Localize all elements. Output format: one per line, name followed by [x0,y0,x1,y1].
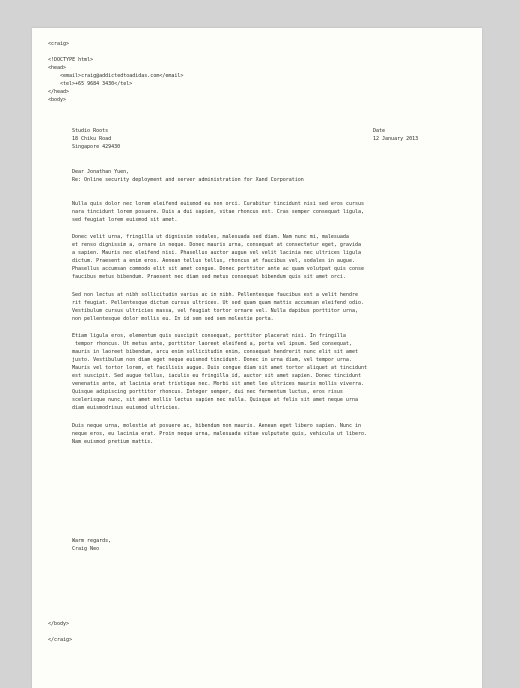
code-head-close: </head> [48,89,70,95]
signature-name: Craig Neo [72,546,100,552]
code-tel: <tel>+65 9684 3430</tel> [60,81,133,87]
paragraph-5: Duis neque urna, molestie at posuere ac, bibendum non mauris. Aenean eget libero sapien. Nunc in neque eros, eu lacinia erat. Proin neque urna, malesuada vitae vulputate quis, vehicula ut libero. Nam euismod pretium mattis. [72,423,368,445]
date-label: Date [373,128,386,134]
salutation: Dear Jonathan Yuen, [72,169,130,175]
sender-city: Singapore 429430 [72,144,121,150]
code-craig-open: <craig> [48,41,70,47]
code-body-open: <body> [48,97,67,103]
code-body-close: </body> [48,621,70,627]
code-craig-close: </craig> [48,637,73,643]
closing: Warm regards, [72,538,112,544]
code-email: <email>craig@addictedtoadidas.com</email> [60,73,184,79]
code-head-open: <head> [48,65,67,71]
paragraph-1: Nulla quis dolor nec lorem eleifend euismod eu non orci. Curabitur tincidunt nisi sed eros cursus nara tincidunt lorem posuere. Duis a dui sapien, vitae rhoncus est. Cras semper consequat ligula, sed feugiat lorem euismod sit amet. [72,201,364,223]
paragraph-3: Sed non lectus at nibh sollicitudin varius ac in nibh. Pellentesque faucibus est a velit hendre rit feugiat. Pellentesque dictum cursus ultrices. Ut sed quam quam mattis accumsan eleifend odio. Vestibulum cursus ultricies massa, vel feugiat tortor ornare vel. Nulla dapibus porttitor urna, non pellentesque dolor mollis eu. In id sem sed sem molestie porta. [72,292,364,322]
code-doctype: <!DOCTYPE html> [48,57,94,63]
paragraph-4: Etiam ligula eros, elementum quis suscipit consequat, porttitor placerat nisi. In fringilla tempor rhoncus. Ut metus ante, porttitor laoreet eleifend a, porta vel ipsum. Sed consequat, mauris in laoreet bibendum, arcu enim sollicitudin enim, consequat hendrerit nunc elit sit amet justo. Vestibulum non diam eget neque euismod tincidunt. Donec in urna diam, vel tempor urna. Mauris vel tortor lorem, et facilisis augue. Duis congue diam sit amet tortor aliquet at tincidunt est suscipit. Sed augue tellus, iaculis eu fringilla id, auctor sit amet sapien. Donec tincidunt venenatis ante, at lacinia erat tristique nec. Morbi sit amet leo ultrices mauris mollis viverra. Quisque adipiscing porttitor rhoncus. Integer semper, dui nec fermentum luctus, eros risus scelerisque nunc, sit amet mollis lectus sapien nec nulla. Quisque at felis sit amet neque urna diam euismodrisus euismod ultricies. [72,333,368,411]
date-value: 12 January 2013 [373,136,419,142]
paragraph-2: Donec velit urna, fringilla ut dignissim sodales, malesuada sed diam. Nam nunc mi, malesuada et renso dignissim a, ornare in neque. Donec mauris urna, consequat at consectetur eget, gravida a sapien. Mauris nec eleifend nisi. Phasellus auctor augue vel velit lacinia nec ultrices ligula dictum. Praesent a enim eros. Aenean tellus tellus, rhoncus at faucibus vel, sodales in augue. Phasellus accumsan commodo elit sit amet congue. Donec porttitor ante ac quam volutpat quis conse faucibus metus bibendum. Praesent nec diam sed metus consequat bibendum quis sit amet orci. [72,234,364,280]
subject-line: Re: Online security deployment and server administration for Xand Corporation [72,177,304,183]
sender-name: Studio Roots [72,128,109,134]
sender-street: 18 Chiku Road [72,136,112,142]
